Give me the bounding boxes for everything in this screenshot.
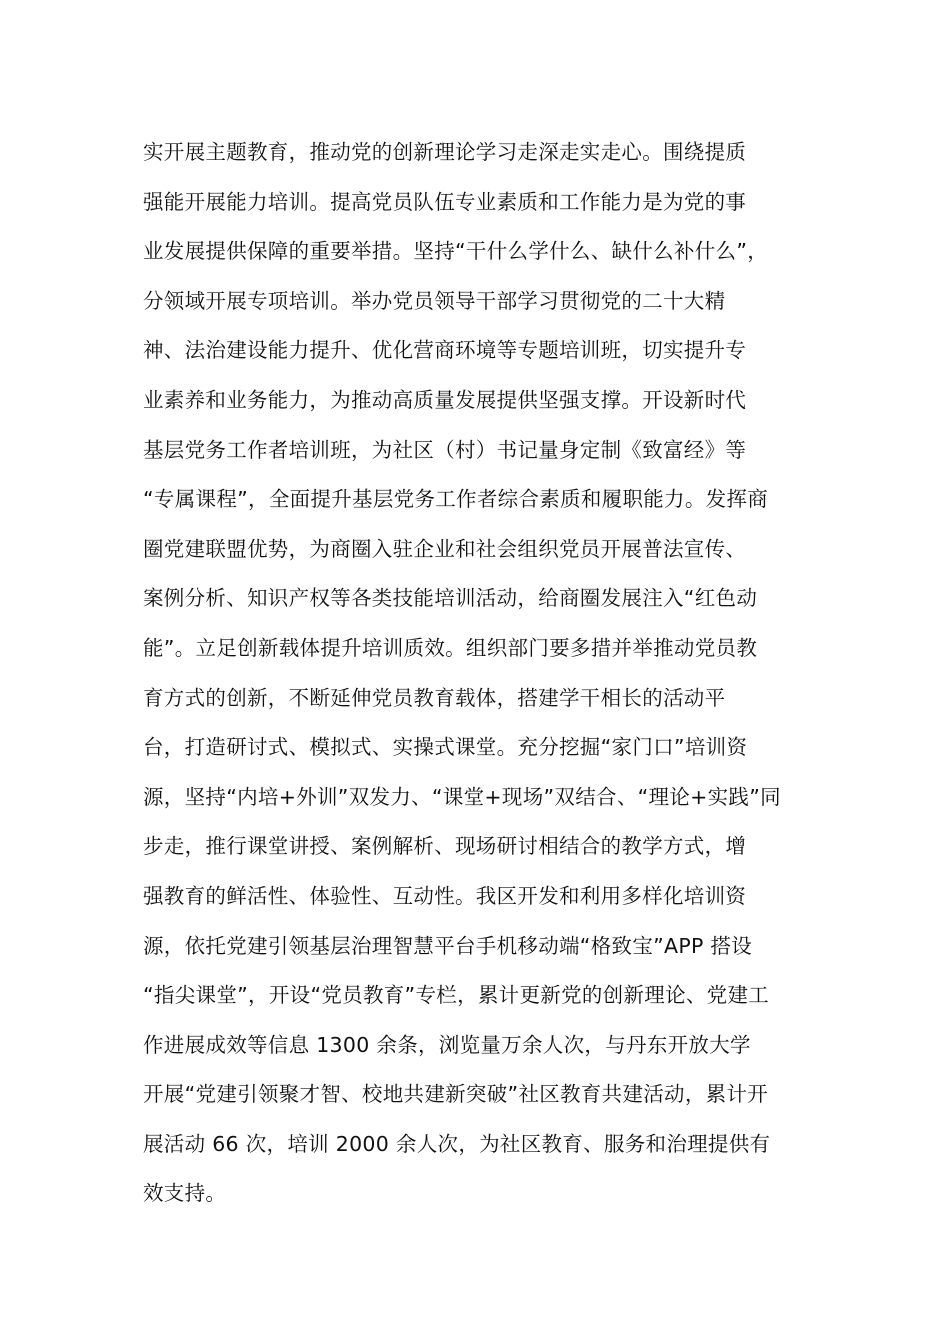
text-line-12: 育方式的创新，不断延伸党员教育载体，搭建学干相长的活动平 <box>143 685 726 710</box>
text-line-22: 效支持。 <box>143 1181 227 1206</box>
body-paragraph <box>143 128 823 1219</box>
text-line-1: 实开展主题教育，推动党的创新理论学习走深走实走心。围绕提质 <box>143 140 747 164</box>
text-line-15: 步走，推行课堂讲授、案例解析、现场研讨相结合的教学方式，增 <box>143 834 747 859</box>
text-line-6: 业素养和业务能力，为推动高质量发展提供坚强支撑。开设新时代 <box>143 387 747 412</box>
text-line-16: 强教育的鲜活性、体验性、互动性。我区开发和利用多样化培训资 <box>143 883 747 908</box>
text-line-2: 强能开展能力培训。提高党员队伍专业素质和工作能力是为党的事 <box>143 189 747 214</box>
text-line-4: 分领域开展专项培训。举办党员领导干部学习贯彻党的二十大精 <box>143 288 726 313</box>
text-line-18: “指尖课堂”，开设“党员教育”专栏，累计更新党的创新理论、党建工 <box>143 983 770 1008</box>
text-line-3: 业发展提供保障的重要举措。坚持“干什么学什么、缺什么补什么”， <box>143 239 769 264</box>
text-line-8: “专属课程”，全面提升基层党务工作者综合素质和履职能力。发挥商 <box>143 487 769 512</box>
text-line-10: 案例分析、知识产权等各类技能培训活动，给商圈发展注入“红色动 <box>143 586 758 611</box>
text-line-14: 源，坚持“内培+外训”双发力、“课堂+现场”双结合、“理论+实践”同 <box>143 784 781 809</box>
text-line-19: 作进展成效等信息 1300 余条，浏览量万余人次，与丹东开放大学 <box>143 1032 751 1057</box>
text-line-7: 基层党务工作者培训班，为社区（村）书记量身定制《致富经》等 <box>143 437 747 462</box>
text-line-17: 源，依托党建引领基层治理智慧平台手机移动端“格致宝”APP 搭设 <box>143 933 753 958</box>
text-line-13: 台，打造研讨式、模拟式、实操式课堂。充分挖掘“家门口”培训资 <box>143 735 748 760</box>
text-line-11: 能”。立足创新载体提升培训质效。组织部门要多措并举推动党员教 <box>143 635 758 660</box>
text-line-20: 开展“党建引领聚才智、校地共建新突破”社区教育共建活动，累计开 <box>143 1082 769 1107</box>
text-line-9: 圈党建联盟优势，为商圈入驻企业和社会组织党员开展普法宣传、 <box>143 536 747 561</box>
text-line-21: 展活动 66 次，培训 2000 余人次，为社区教育、服务和治理提供有 <box>143 1131 771 1156</box>
text-line-5: 神、法治建设能力提升、优化营商环境等专题培训班，切实提升专 <box>143 338 747 363</box>
